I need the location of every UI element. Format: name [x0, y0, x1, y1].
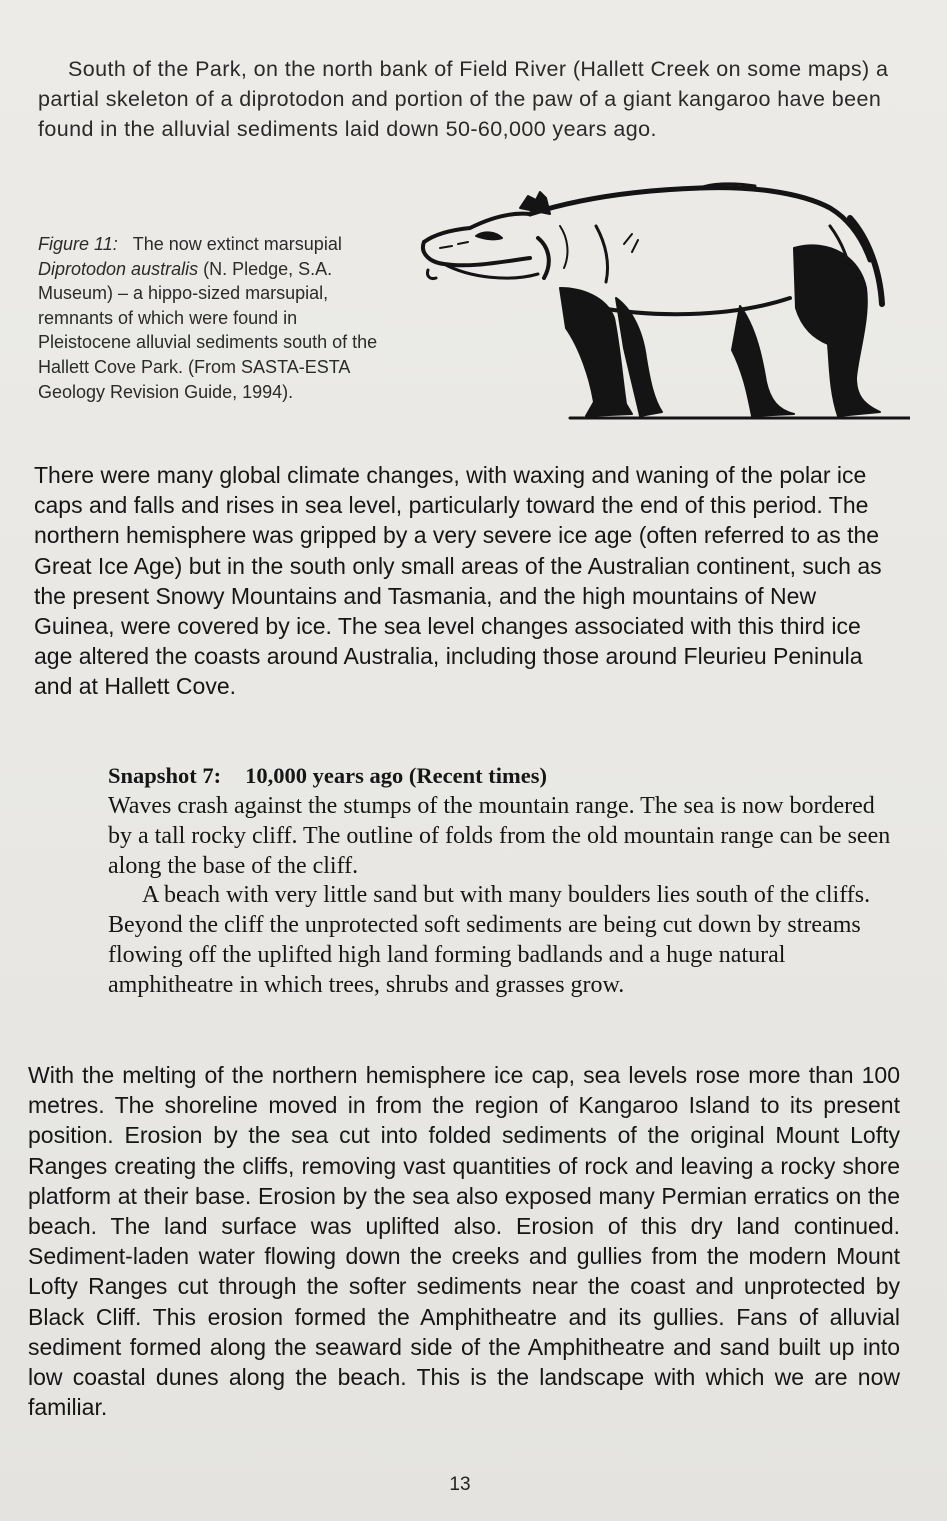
snapshot-body	[108, 792, 898, 1001]
intro-paragraph	[38, 54, 902, 144]
caption-text-after: (N. Pledge, S.A. Museum) – a hippo-sized marsupial, remnants of which were found in Pleistocene alluvial sediments south of the Hallett Cove Park. (From SASTA-ESTA Geology Revision Guide, 1994).	[38, 258, 378, 402]
page-number: 13	[449, 1474, 471, 1495]
intro-paragraph-text: South of the Park, on the north bank of Field River (Hallett Creek on some maps) a partial skeleton of a diprotodon and portion of the paw of a giant kangaroo have been found in the alluvial sediments laid down 50-60,000 years ago.	[38, 57, 889, 141]
snapshot-title: 10,000 years ago (Recent times)	[245, 763, 547, 788]
snapshot-heading	[108, 760, 898, 792]
snapshot-label: Snapshot 7:	[108, 763, 222, 788]
species-name: Diprotodon australis	[38, 258, 199, 279]
snapshot-paragraph-2: A beach with very little sand but with many boulders lies south of the cliffs. Beyond the cliff the unprotected soft sediments are being cut down by streams flowing off the uplifted high land forming badlands and a huge natural amphitheatre in which trees, shrubs and grasses grow.	[108, 882, 871, 998]
diprotodon-illustration-icon	[410, 178, 910, 430]
melting-paragraph: With the melting of the northern hemisphere ice cap, sea levels rose more than 100 metres. The shoreline moved in from the region of Kangaroo Island to its present position. Erosion by the sea cut into folded sediments of the original Mount Lofty Ranges creating the cliffs, removing vast quantities of rock and leaving a rocky shore platform at their base. Erosion by the sea also exposed many Permian erratics on the beach. The land surface was uplifted also. Erosion of this dry land continued. Sediment-laden water flowing down the creeks and gullies from the modern Mount Lofty Ranges cut through the softer sediments near the coast and unprotected by Black Cliff. This erosion formed the Amphitheatre and its gullies. Fans of alluvial sediment formed along the seaward side of the Amphitheatre and sand built up into low coastal dunes along the beach. This is the landscape with which we are now familiar.	[28, 1062, 900, 1421]
figure-label: Figure 11:	[38, 234, 118, 254]
snapshot-section	[108, 760, 898, 1001]
caption-text-before: The now extinct marsupial	[132, 234, 342, 254]
climate-paragraph: There were many global climate changes, with waxing and waning of the polar ice caps and falls and rises in sea level, particularly toward the end of this period. The northern hemisphere was gripped by a very severe ice age (often referred to as the Great Ice Age) but in the south only small areas of the Australian continent, such as the present Snowy Mountains and Tasmania, and the high mountains of New Guinea, were covered by ice. The sea level changes associated with this third ice age altered the coasts around Australia, including those around Fleurieu Peninula and at Hallett Cove.	[34, 462, 882, 700]
figure-caption	[38, 232, 386, 404]
snapshot-paragraph-1: Waves crash against the stumps of the mountain range. The sea is now bordered by a tall rocky cliff. The outline of folds from the old mountain range can be seen along the base of the cliff.	[108, 793, 891, 879]
